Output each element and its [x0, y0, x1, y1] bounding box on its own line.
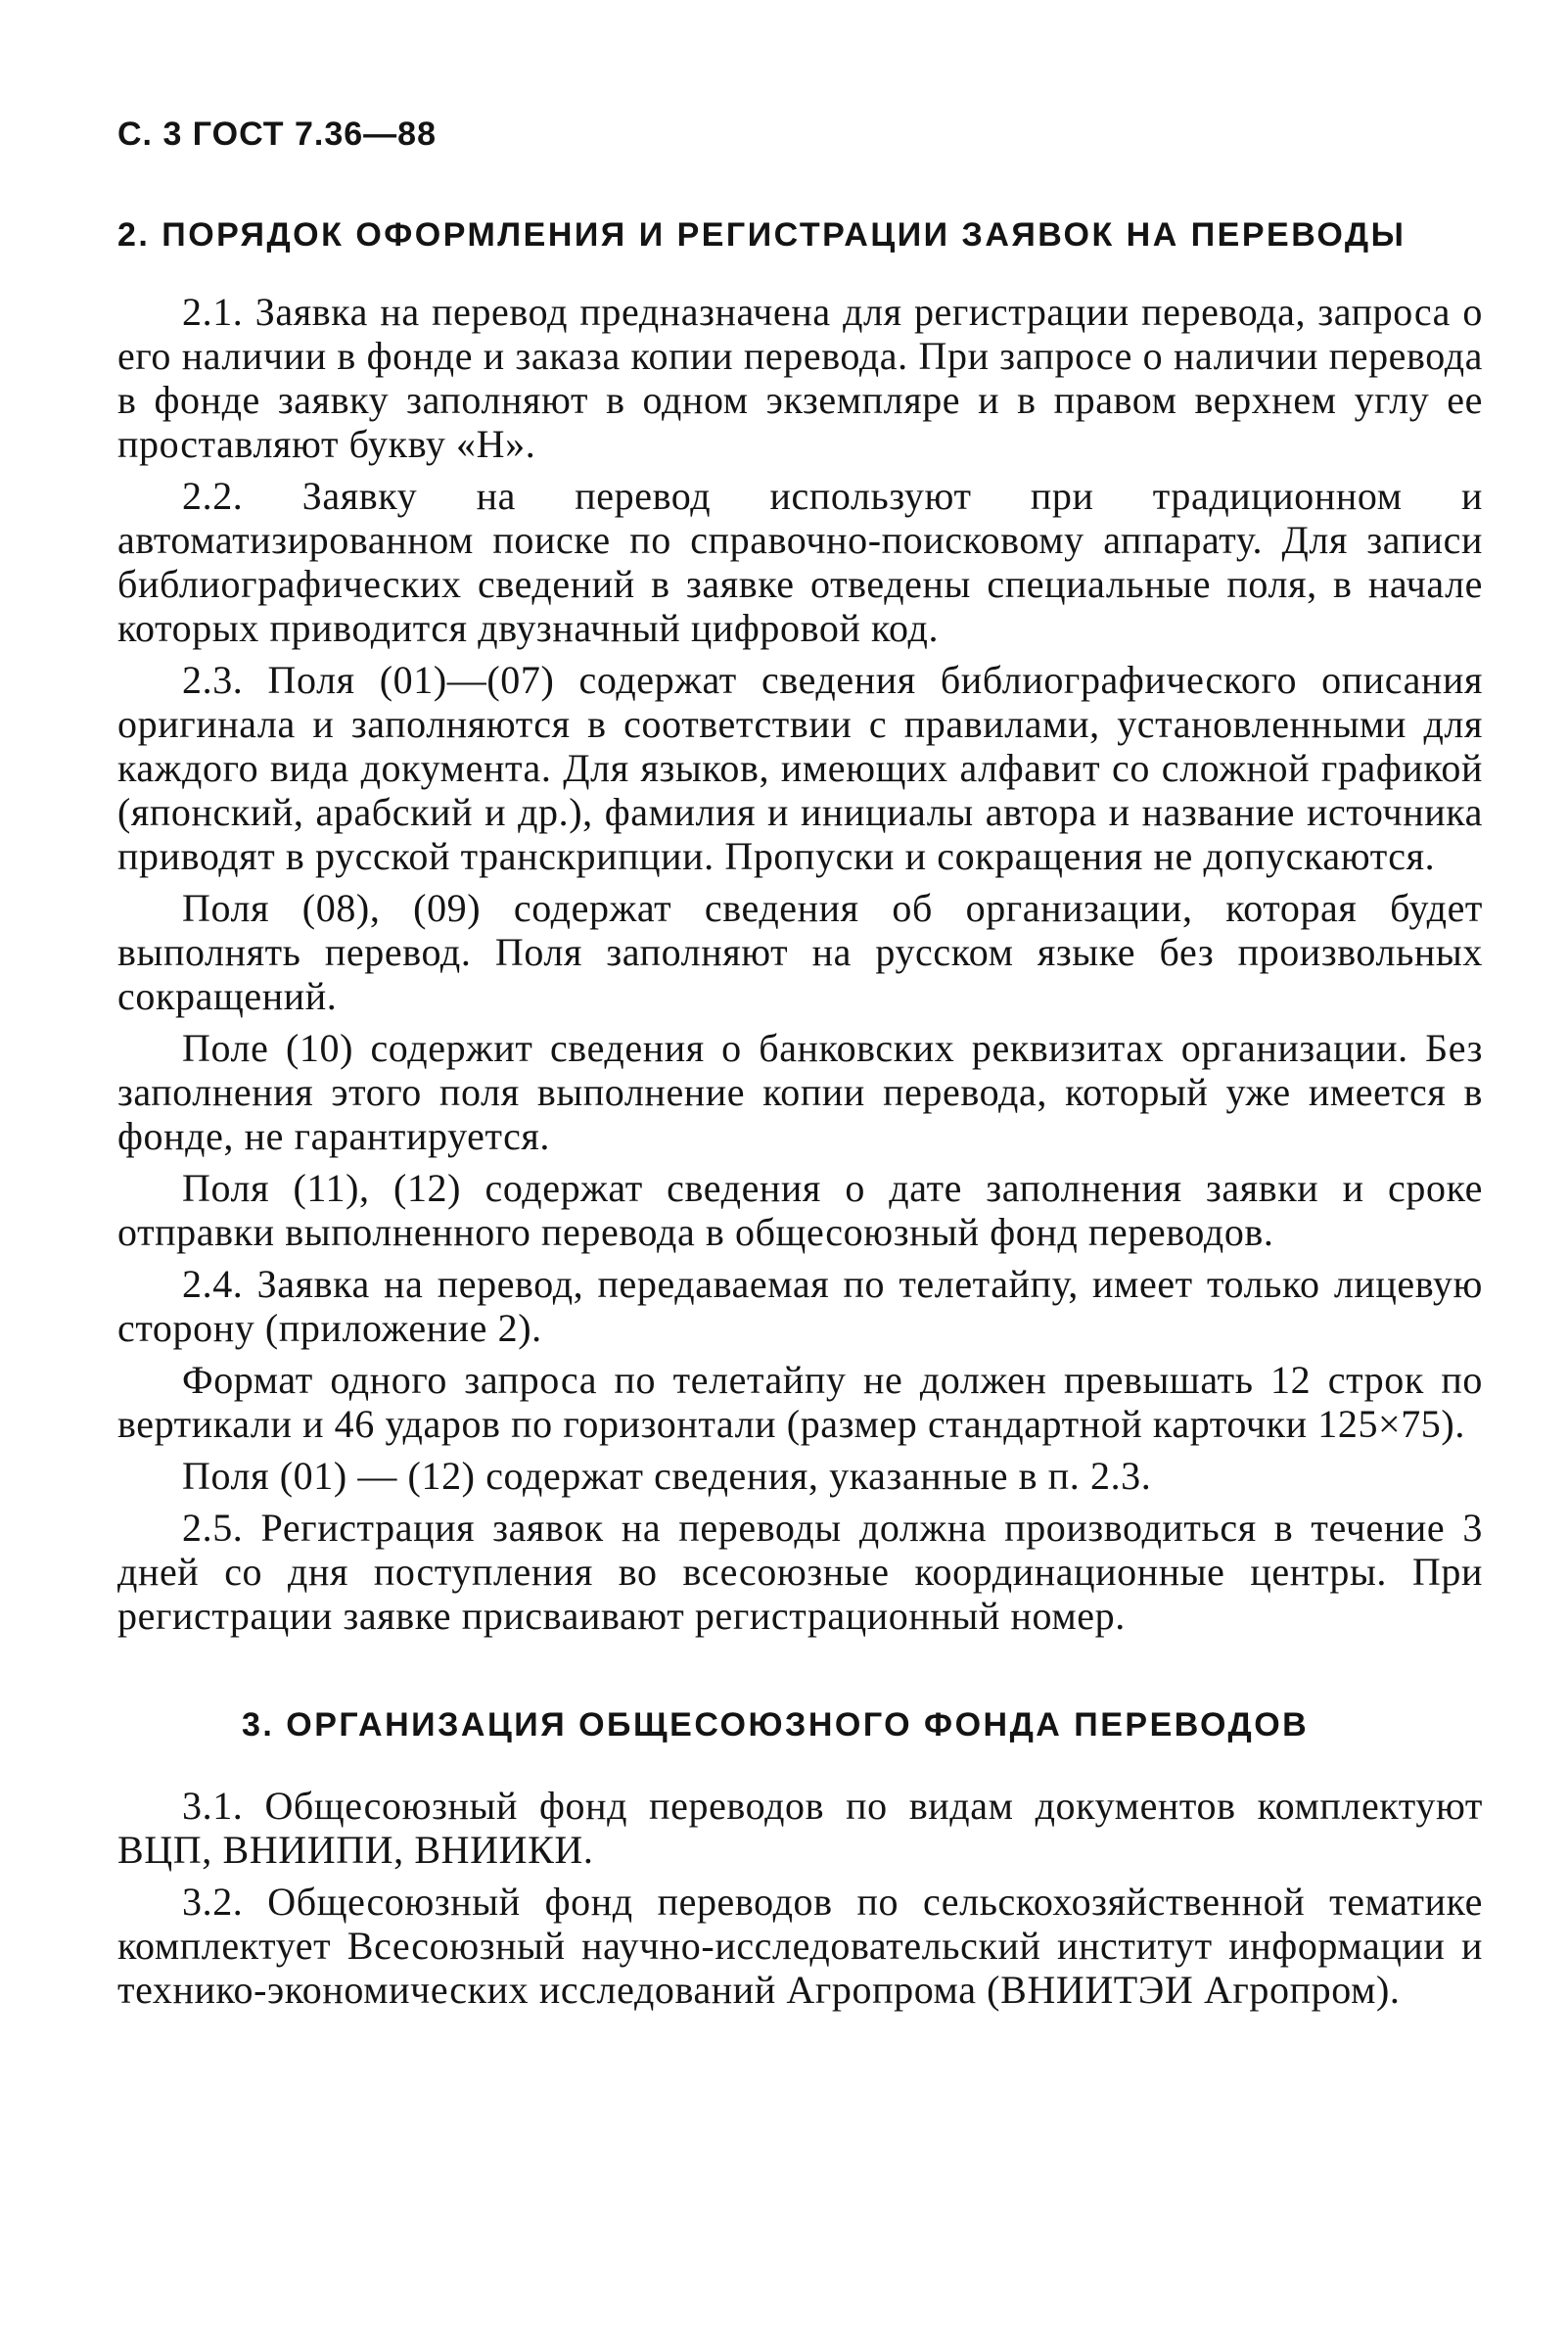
running-head: С. 3 ГОСТ 7.36—88 [117, 116, 437, 153]
paragraph-2-1: 2.1. Заявка на перевод предназначена для регистрации перевода, запроса о его наличии в фонде и заказа копии перевода. При запросе о наличии перевода в фонде заявку заполняют в одном экземпляре и в правом верхнем углу ее проставляют букву «Н». [117, 290, 1483, 466]
paragraph-fields-08-09: Поля (08), (09) содержат сведения об организации, которая будет выполнять перевод. Поля заполняют на русском языке без произвольных сокращений. [117, 886, 1483, 1018]
paragraph-2-5: 2.5. Регистрация заявок на переводы должна производиться в течение 3 дней со дня поступления во всесоюзные координационные центры. При регистрации заявке присваивают регистрационный номер. [117, 1506, 1483, 1638]
paragraph-2-3: 2.3. Поля (01)—(07) содержат сведения библиографического описания оригинала и заполняются в соответствии с правилами, установленными для каждого вида документа. Для языков, имеющих алфавит со сложной графикой (японский, арабский и др.), фамилия и инициалы автора и название источника приводят в русской транскрипции. Пропуски и сокращения не допускаются. [117, 658, 1483, 878]
section-3 [117, 1706, 1483, 2012]
paragraph-fields-01-12: Поля (01) — (12) содержат сведения, указанные в п. 2.3. [182, 1454, 1152, 1498]
paragraph-2-4: 2.4. Заявка на перевод, передаваемая по телетайпу, имеет только лицевую сторону (приложение 2). [117, 1262, 1483, 1350]
paragraph-2-2: 2.2. Заявку на перевод используют при традиционном и автоматизированном поиске по справочно-поисковому аппарату. Для записи библиографических сведений в заявке отведены специальные поля, в начале которых приводится двузначный цифровой код. [117, 474, 1483, 650]
paragraph-3-2: 3.2. Общесоюзный фонд переводов по сельскохозяйственной тематике комплектует Всесоюзный научно-исследовательский институт информации и технико-экономических исследований Агропрома (ВНИИТЭИ Агропром). [117, 1880, 1483, 2012]
paragraph-3-1: 3.1. Общесоюзный фонд переводов по видам документов комплектуют ВЦП, ВНИИПИ, ВНИИКИ. [117, 1784, 1483, 1872]
section-heading: 2. ПОРЯДОК ОФОРМЛЕНИЯ И РЕГИСТРАЦИИ ЗАЯВОК НА ПЕРЕВОДЫ [117, 216, 1407, 254]
paragraph-fields-11-12: Поля (11), (12) содержат сведения о дате заполнения заявки и сроке отправки выполненного перевода в общесоюзный фонд переводов. [117, 1166, 1483, 1254]
paragraph-field-10: Поле (10) содержит сведения о банковских реквизитах организации. Без заполнения этого поля выполнение копии перевода, который уже имеется в фонде, не гарантируется. [117, 1026, 1483, 1158]
paragraph-teletype-format: Формат одного запроса по телетайпу не должен превышать 12 строк по вертикали и 46 ударов по горизонтали (размер стандартной карточки 125×75). [117, 1358, 1483, 1446]
section-2 [117, 216, 1483, 1638]
section-heading: 3. ОРГАНИЗАЦИЯ ОБЩЕСОЮЗНОГО ФОНДА ПЕРЕВОДОВ [242, 1706, 1310, 1744]
document-page [117, 116, 1483, 2020]
